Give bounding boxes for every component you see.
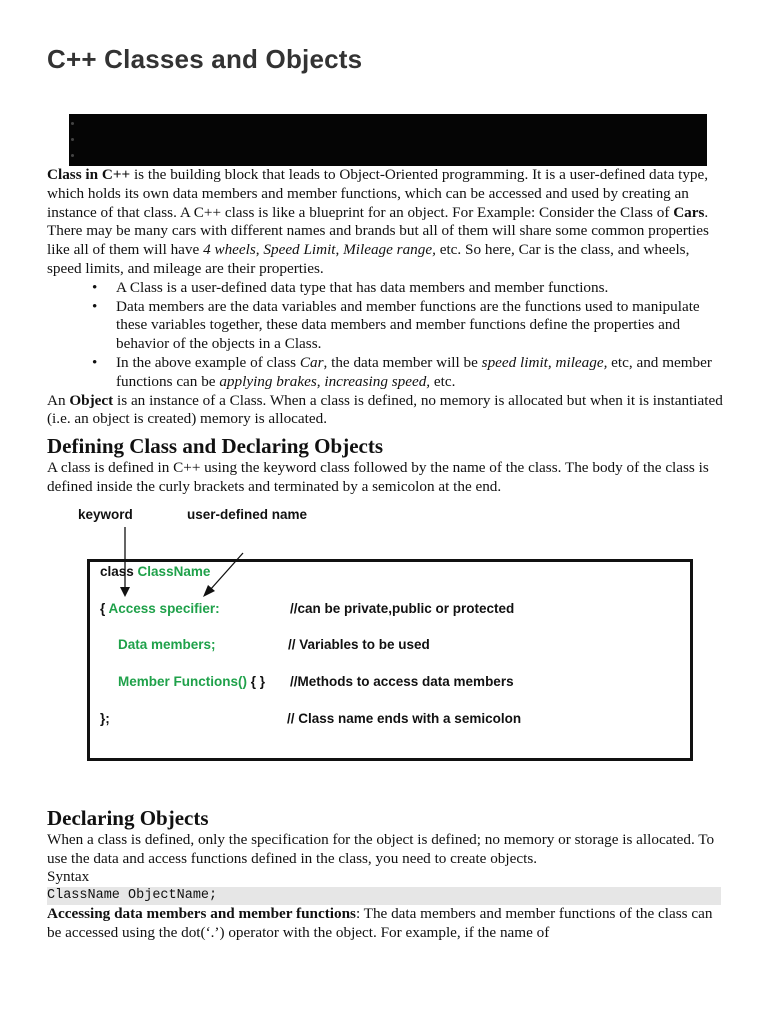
- bullet-item: [92, 353, 723, 392]
- row-member-functions: [118, 673, 265, 692]
- intro-italic: Mileage range,: [343, 241, 436, 259]
- close-brace: };: [100, 710, 110, 726]
- accessing-paragraph: [47, 905, 723, 943]
- bullet-text: etc.: [430, 372, 456, 390]
- bullet-text: In the above example of class: [116, 353, 300, 371]
- data-members-text: Data members;: [118, 636, 216, 652]
- banner-dot: [71, 138, 74, 141]
- member-functions-comment: //Methods to access data members: [290, 673, 514, 689]
- intro-italic: 4 wheels: [203, 241, 256, 259]
- bullet-list: [47, 279, 723, 392]
- black-banner: [69, 114, 707, 166]
- empty-braces: { }: [247, 673, 266, 689]
- row-class-declaration: [100, 563, 210, 582]
- bullet-italic: increasing speed,: [324, 372, 431, 390]
- bullet-text: ,: [316, 372, 325, 390]
- class-keyword: class: [100, 563, 138, 579]
- syntax-label: Syntax: [47, 868, 90, 886]
- intro-text: ,: [335, 241, 344, 259]
- intro-text: etc. So here, Car is the class, and wheels, speed limits, and mileage are their properties.: [47, 241, 690, 277]
- bullet-italic: Car: [299, 353, 324, 371]
- class-syntax-diagram: [47, 505, 723, 777]
- bullet-text: , the data member will be: [323, 353, 482, 371]
- bullet-italic: applying brakes: [219, 372, 317, 390]
- bullet-italic: speed limit: [481, 353, 548, 371]
- article-body: [47, 166, 723, 943]
- intro-text: is the building block that leads to Object-Oriented programming. It is a user-defined data type, which holds its own data members and member functions, which can be accessed and used by creating an instance of that class. A C++ class is like a blueprint for an object. For Example: Consider the Class of: [47, 166, 709, 221]
- accessing-bold: Accessing data members and member functions: [47, 905, 356, 923]
- banner-dot: [71, 122, 74, 125]
- bullet-text: Data members are the data variables and member functions are the functions used to manipulate these variables together, these data members and member functions define the properties and behavior of the objects in a Class.: [116, 297, 700, 353]
- bullet-italic: mileage,: [555, 353, 608, 371]
- bullet-dot-icon: •: [92, 353, 98, 371]
- class-definition-box: [87, 559, 693, 761]
- bullet-item: [92, 297, 723, 354]
- class-name: ClassName: [137, 563, 211, 579]
- bullet-text: A Class is a user-defined data type that has data members and member functions.: [116, 278, 609, 296]
- intro-italic: Speed Limit: [263, 241, 336, 259]
- section-heading-declaring: Declaring Objects: [47, 805, 209, 830]
- open-brace: {: [100, 600, 109, 616]
- page-title: C++ Classes and Objects: [47, 44, 363, 74]
- declaring-paragraph: When a class is defined, only the specification for the object is defined; no memory or storage is allocated. To use the data and access functions defined in the class, you need to create objects.: [47, 830, 715, 867]
- intro-text: . There may be many cars with different names and brands but all of them will share some common properties like all of them will have: [47, 203, 709, 259]
- member-functions-text: Member Functions(): [118, 673, 248, 689]
- semicolon-comment: // Class name ends with a semicolon: [287, 710, 522, 726]
- section-heading-defining: Defining Class and Declaring Objects: [47, 434, 383, 459]
- code-block: ClassName ObjectName;: [47, 887, 721, 905]
- bullet-dot-icon: •: [92, 278, 98, 296]
- bullet-text: etc, and member functions can be: [116, 353, 712, 390]
- row-access-specifier: [100, 600, 220, 619]
- defining-paragraph: A class is defined in C++ using the keyword class followed by the name of the class. The body of the class is defined inside the curly brackets and terminated by a semicolon at the end.: [47, 459, 709, 495]
- banner-dot: [71, 154, 74, 157]
- intro-paragraph: [47, 166, 723, 279]
- object-bold: Object: [69, 391, 114, 409]
- bullet-dot-icon: •: [92, 297, 98, 315]
- access-specifier-comment: //can be private,public or protected: [290, 600, 515, 616]
- user-defined-name-label: user-defined name: [187, 506, 308, 522]
- access-specifier-text: Access specifier:: [108, 600, 220, 616]
- data-members-comment: // Variables to be used: [288, 636, 430, 652]
- object-text: An: [47, 391, 70, 409]
- bullet-item: [92, 278, 723, 298]
- accessing-text: : The data members and member functions of the class can be accessed using the dot(‘.’) operator with the object. For example, if the name of: [47, 905, 713, 941]
- intro-text: ,: [255, 241, 264, 259]
- bullet-text: ,: [547, 353, 556, 371]
- keyword-label: keyword: [78, 506, 133, 522]
- object-text: is an instance of a Class. When a class is defined, no memory is allocated but when it is instantiated (i.e. an object is created) memory is allocated.: [47, 391, 723, 428]
- object-paragraph: [47, 392, 723, 430]
- intro-bold-cars: Cars: [673, 203, 705, 221]
- intro-bold-class: Class in C++: [47, 166, 131, 183]
